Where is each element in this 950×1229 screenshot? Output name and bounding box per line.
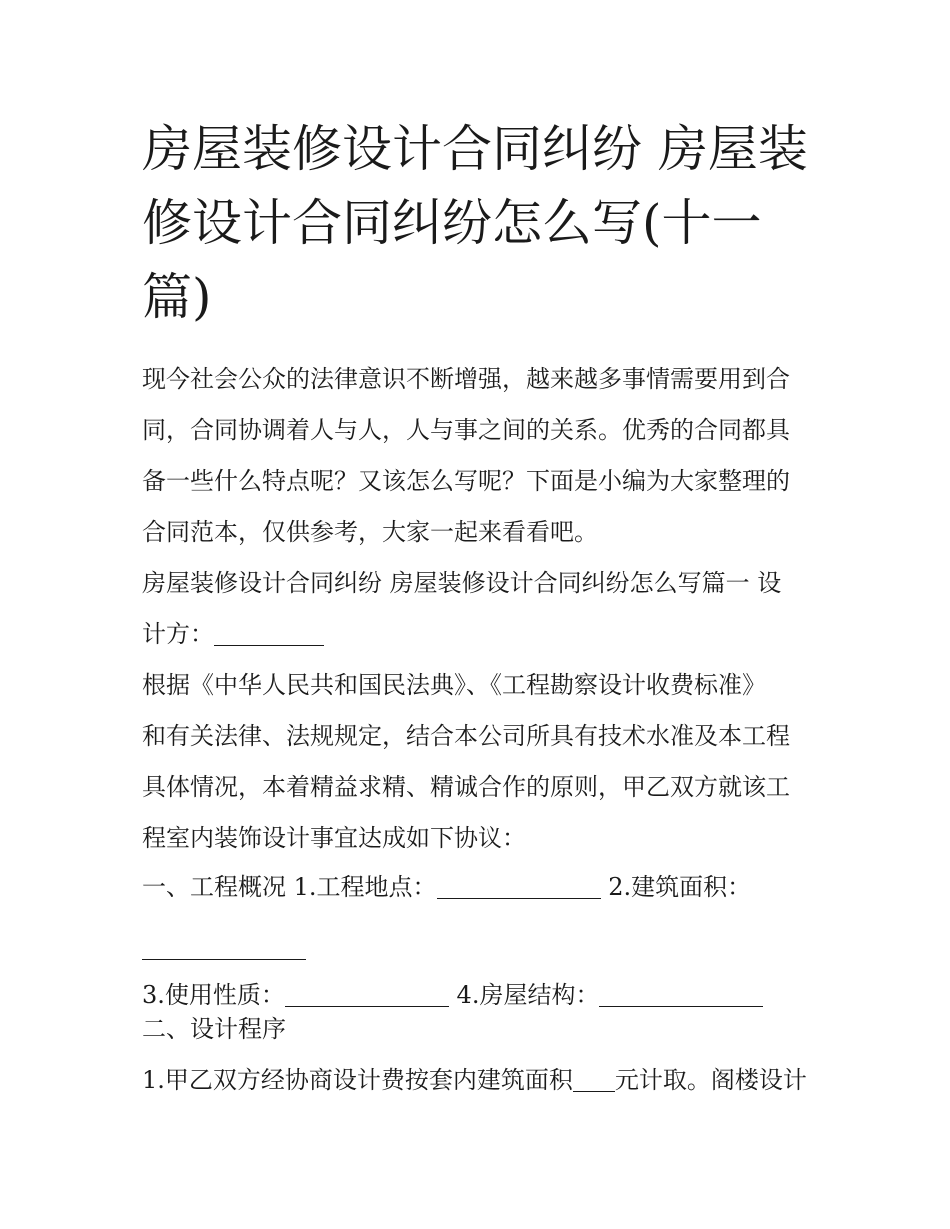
intro-line-4: 合同范本，仅供参考，大家一起来看看吧。 (142, 518, 598, 546)
title-line-1: 房屋装修设计合同纠纷 房屋装 (142, 120, 808, 178)
area-blank (142, 929, 306, 960)
title-line-2: 修设计合同纠纷怎么写(十一 (142, 194, 762, 252)
intro-line-1: 现今社会公众的法律意识不断增强，越来越多事情需要用到合 (142, 365, 790, 393)
intro-paragraph (142, 354, 814, 558)
intro-line-3: 备一些什么特点呢？又该怎么写呢？下面是小编为大家整理的 (142, 467, 790, 495)
section-heading-line-2 (142, 609, 814, 660)
project-overview-line-1 (142, 862, 814, 913)
location-blank (437, 868, 601, 899)
project-overview-line-2 (142, 923, 814, 974)
design-procedure-item-1 (142, 1055, 814, 1106)
design-fee-text: 1.甲乙双方经协商设计费按套内建筑面积 (142, 1066, 573, 1094)
section-heading (142, 558, 814, 660)
usage-blank (285, 976, 449, 1007)
area-label: 2.建筑面积： (608, 873, 752, 901)
designer-blank (214, 615, 324, 646)
design-procedure (142, 1004, 814, 1106)
basis-line-2: 和有关法律、法规规定，结合本公司所具有技术水准及本工程 (142, 722, 790, 750)
section-heading-line-1: 房屋装修设计合同纠纷 房屋装修设计合同纠纷怎么写篇一 设 (142, 569, 782, 597)
basis-line-3: 具体情况，本着精益求精、精诚合作的原则，甲乙双方就该工 (142, 773, 790, 801)
structure-blank (599, 976, 763, 1007)
designer-label: 计方： (142, 620, 214, 648)
basis-paragraph (142, 660, 814, 864)
title-line-3: 篇) (142, 268, 212, 326)
project-overview-heading: 一、工程概况 (142, 873, 286, 901)
document-title (142, 112, 814, 334)
usage-label: 3.使用性质： (142, 981, 285, 1009)
design-procedure-heading: 二、设计程序 (142, 1015, 286, 1043)
basis-line-1: 根据《中华人民共和国民法典》、《工程勘察设计收费标准》 (142, 671, 766, 699)
basis-line-4: 程室内装饰设计事宜达成如下协议： (142, 824, 526, 852)
intro-line-2: 同，合同协调着人与人，人与事之间的关系。优秀的合同都具 (142, 416, 790, 444)
location-label: 1.工程地点： (293, 873, 437, 901)
project-overview (142, 862, 814, 1021)
structure-label: 4.房屋结构： (456, 981, 600, 1009)
design-fee-blank (573, 1061, 615, 1092)
design-fee-text-after: 元计取。阁楼设计 (614, 1066, 807, 1094)
